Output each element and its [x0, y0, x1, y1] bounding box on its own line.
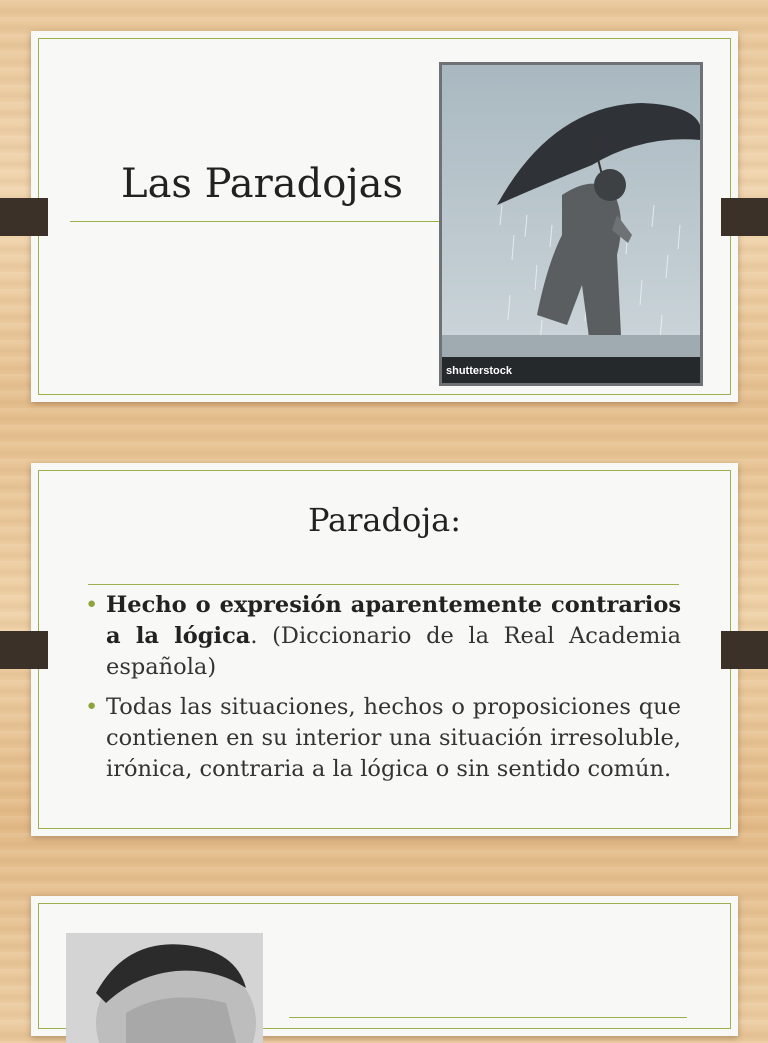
man-portrait-photo — [66, 933, 263, 1043]
portrait-photo-icon — [66, 933, 263, 1043]
slide-third — [31, 896, 738, 1036]
slide-title-text: Las Paradojas — [121, 161, 404, 207]
bullet-bold-text: Hecho o expresión aparentemente contrarios a la lógica — [106, 592, 681, 649]
tab-marker-right — [721, 631, 768, 669]
heading-underline — [289, 1017, 687, 1018]
rain-photo-icon — [442, 65, 700, 383]
tab-marker-right — [721, 198, 768, 236]
watermark-text: shutterstock — [446, 365, 513, 377]
list-item — [85, 590, 681, 683]
slide-definition — [31, 463, 738, 836]
slide-heading: Paradoja: — [307, 501, 462, 539]
bullet-list — [85, 590, 681, 794]
heading-underline — [88, 584, 679, 585]
tab-marker-left — [0, 631, 48, 669]
man-with-umbrella-in-rain-photo — [439, 62, 703, 386]
tab-marker-left — [0, 198, 48, 236]
bullet-text: . (Diccionario de la Real Academia española) — [106, 623, 681, 680]
bullet-icon: • — [85, 592, 99, 618]
bullet-text: Todas las situaciones, hechos o proposiciones que contienen en su interior una situación irresoluble, irónica, contraria a la lógica o sin sentido común. — [106, 694, 681, 782]
list-item — [85, 692, 681, 785]
bullet-icon: • — [85, 694, 99, 720]
slide-title — [31, 31, 738, 402]
title-underline — [70, 221, 440, 222]
